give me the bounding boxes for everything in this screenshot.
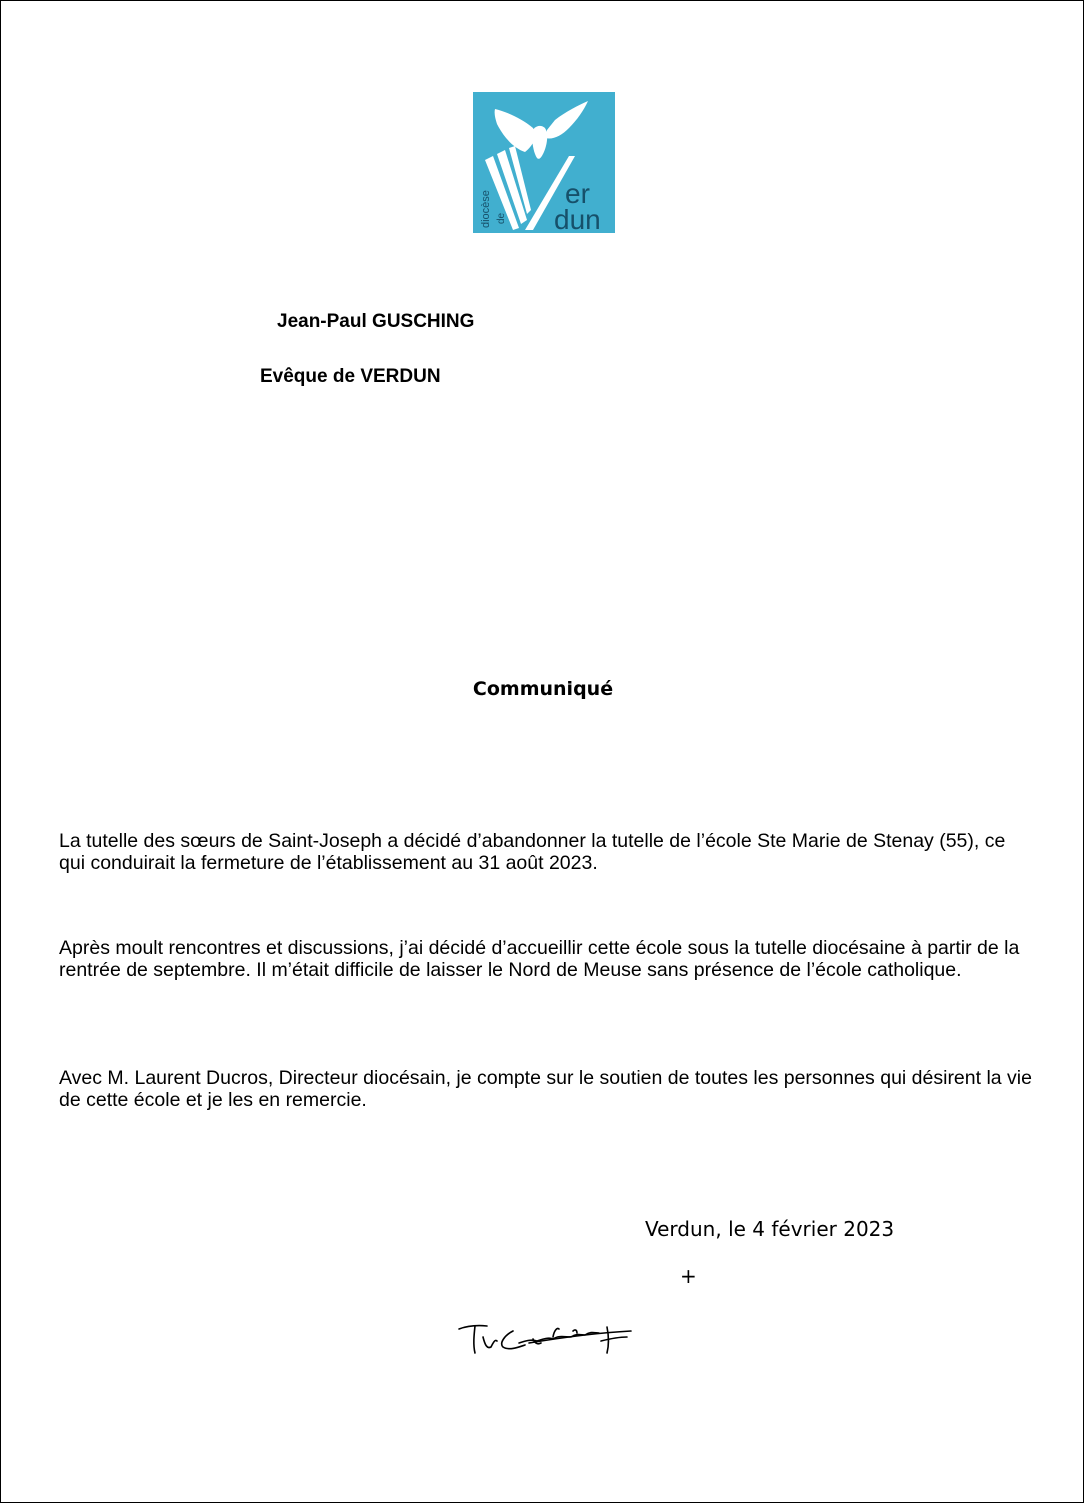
document-heading: Communiqué bbox=[472, 678, 614, 700]
author-title: Evêque de VERDUN bbox=[260, 366, 441, 387]
paragraph-3: Avec M. Laurent Ducros, Directeur diocésain, je compte sur le soutien de toutes les personnes qui désirent la vie de cette école et je les en remercie. bbox=[59, 1067, 1032, 1111]
paragraph-1: La tutelle des sœurs de Saint-Joseph a décidé d’abandonner la tutelle de l’école Ste Marie de Stenay (55), ce qui conduirait la fermeture de l’établissement au 31 août 2023. bbox=[59, 830, 1006, 874]
logo-small-text-2: de bbox=[496, 212, 507, 224]
logo-name-line-1: er bbox=[565, 178, 590, 209]
paragraph-2: Après moult rencontres et discussions, j’ai décidé d’accueillir cette école sous la tutelle diocésaine à partir de la rentrée de septembre. Il m’était difficile de laisser le Nord de Meuse sans présence de l’école catholique. bbox=[59, 937, 1020, 981]
logo-name-line-2: dun bbox=[554, 204, 601, 233]
place-and-date: Verdun, le 4 février 2023 bbox=[645, 1217, 895, 1241]
episcopal-cross: + bbox=[680, 1264, 697, 1288]
handwritten-signature bbox=[453, 1315, 635, 1365]
author-name: Jean-Paul GUSCHING bbox=[277, 311, 475, 332]
logo-small-text-1: diocèse bbox=[480, 190, 492, 228]
diocese-verdun-logo bbox=[473, 92, 615, 233]
